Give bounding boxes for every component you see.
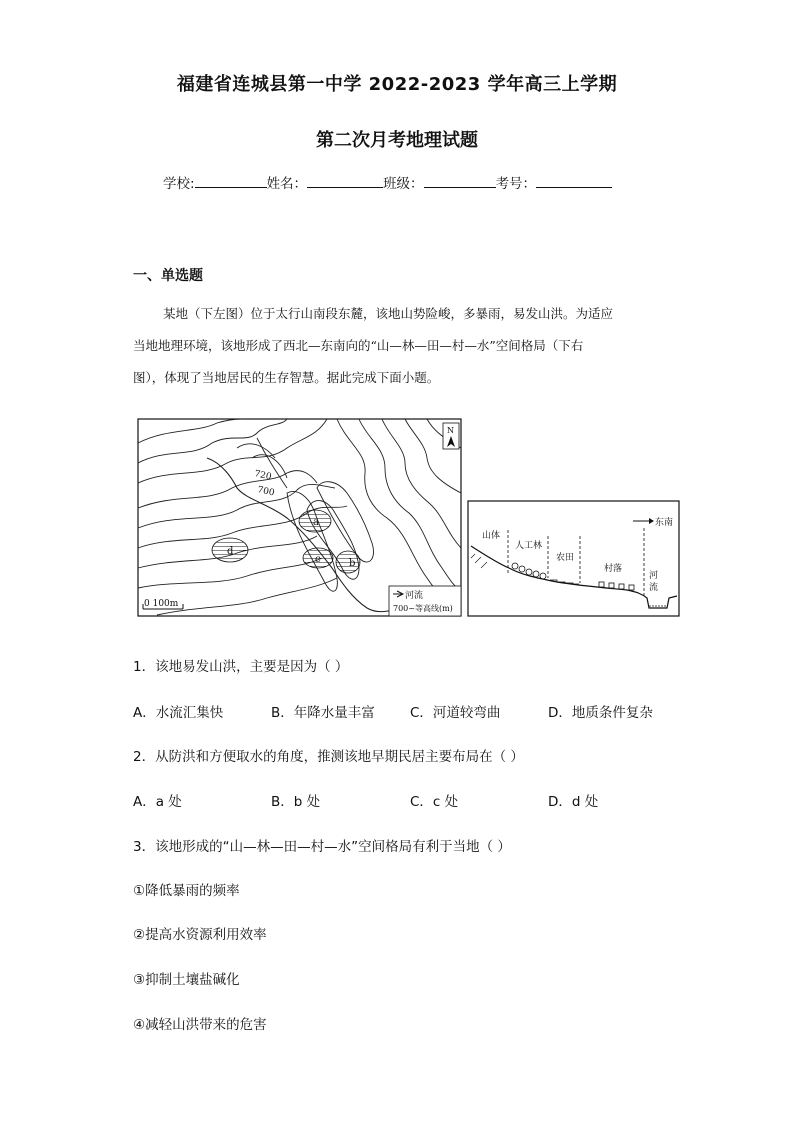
q2-option-d[interactable]: D．d 处 [548, 794, 599, 810]
legend-river: 河流 [405, 591, 424, 601]
profile-label-river1: 河 [649, 571, 659, 581]
school-blank[interactable] [195, 173, 267, 188]
north-label: N [447, 426, 454, 435]
contour-map [138, 419, 461, 616]
section-heading: 一、单选题 [133, 268, 203, 284]
question-3-stem: 3．该地形成的“山—林—田—村—水”空间格局有利于当地（ ） [133, 839, 511, 855]
direction-label: 东南 [655, 518, 674, 528]
profile-diagram [468, 501, 679, 616]
name-blank[interactable] [307, 173, 383, 188]
passage-line3: 图），体现了当地居民的生存智慧。据此完成下面小题。 [133, 370, 440, 385]
q1-option-d[interactable]: D．地质条件复杂 [548, 705, 653, 721]
passage-line1: 某地（下左图）位于太行山南段东麓，该地山势险峻，多暴雨，易发山洪。为适应 [163, 306, 614, 321]
q1-option-a[interactable]: A．水流汇集快 [133, 705, 224, 721]
id-blank[interactable] [536, 173, 612, 188]
student-info-row [163, 172, 612, 192]
passage-line2: 当地地理环境，该地形成了西北—东南向的“山—林—田—村—水”空间格局（下右 [133, 338, 584, 353]
label-c: c [315, 554, 321, 565]
q3-item-3: ③抑制土壤盐碱化 [133, 972, 240, 988]
exam-title-line2: 第二次月考地理试题 [316, 130, 478, 151]
class-blank[interactable] [424, 173, 496, 188]
school-label: 学校: [163, 176, 195, 192]
q1-option-c[interactable]: C．河道较弯曲 [410, 705, 501, 721]
exam-title-line1: 福建省连城县第一中学 2022-2023 学年高三上学期 [176, 74, 618, 95]
passage [133, 298, 663, 394]
label-a: a [313, 517, 319, 528]
profile-label-mountain: 山体 [482, 531, 501, 541]
q3-item-4: ④减轻山洪带来的危害 [133, 1017, 267, 1033]
legend-contour: 700~等高线(m) [393, 604, 453, 613]
profile-label-farmland: 农田 [556, 553, 575, 563]
profile-label-forest: 人工林 [515, 541, 543, 551]
name-label: 姓名： [266, 176, 308, 192]
class-label: 班级： [383, 176, 424, 192]
contour-label-700: 700 [256, 485, 276, 499]
id-label: 考号： [495, 176, 537, 192]
q1-option-b[interactable]: B．年降水量丰富 [271, 705, 375, 721]
contour-label-720: 720 [253, 469, 273, 483]
q2-option-a[interactable]: A．a 处 [133, 794, 182, 810]
q2-option-b[interactable]: B．b 处 [271, 794, 321, 810]
figure [137, 418, 682, 618]
question-1-stem: 1．该地易发山洪，主要是因为（ ） [133, 659, 349, 675]
profile-label-village: 村落 [604, 564, 623, 574]
q3-item-1: ①降低暴雨的频率 [133, 883, 240, 899]
q2-option-c[interactable]: C．c 处 [410, 794, 459, 810]
profile-label-river2: 流 [649, 583, 659, 593]
label-b: b [349, 558, 356, 569]
question-2-stem: 2．从防洪和方便取水的角度，推测该地早期民居主要布局在（ ） [133, 749, 524, 765]
scale-label: 0 100m [144, 599, 179, 609]
label-d: d [227, 546, 234, 557]
q3-item-2: ②提高水资源利用效率 [133, 927, 267, 943]
